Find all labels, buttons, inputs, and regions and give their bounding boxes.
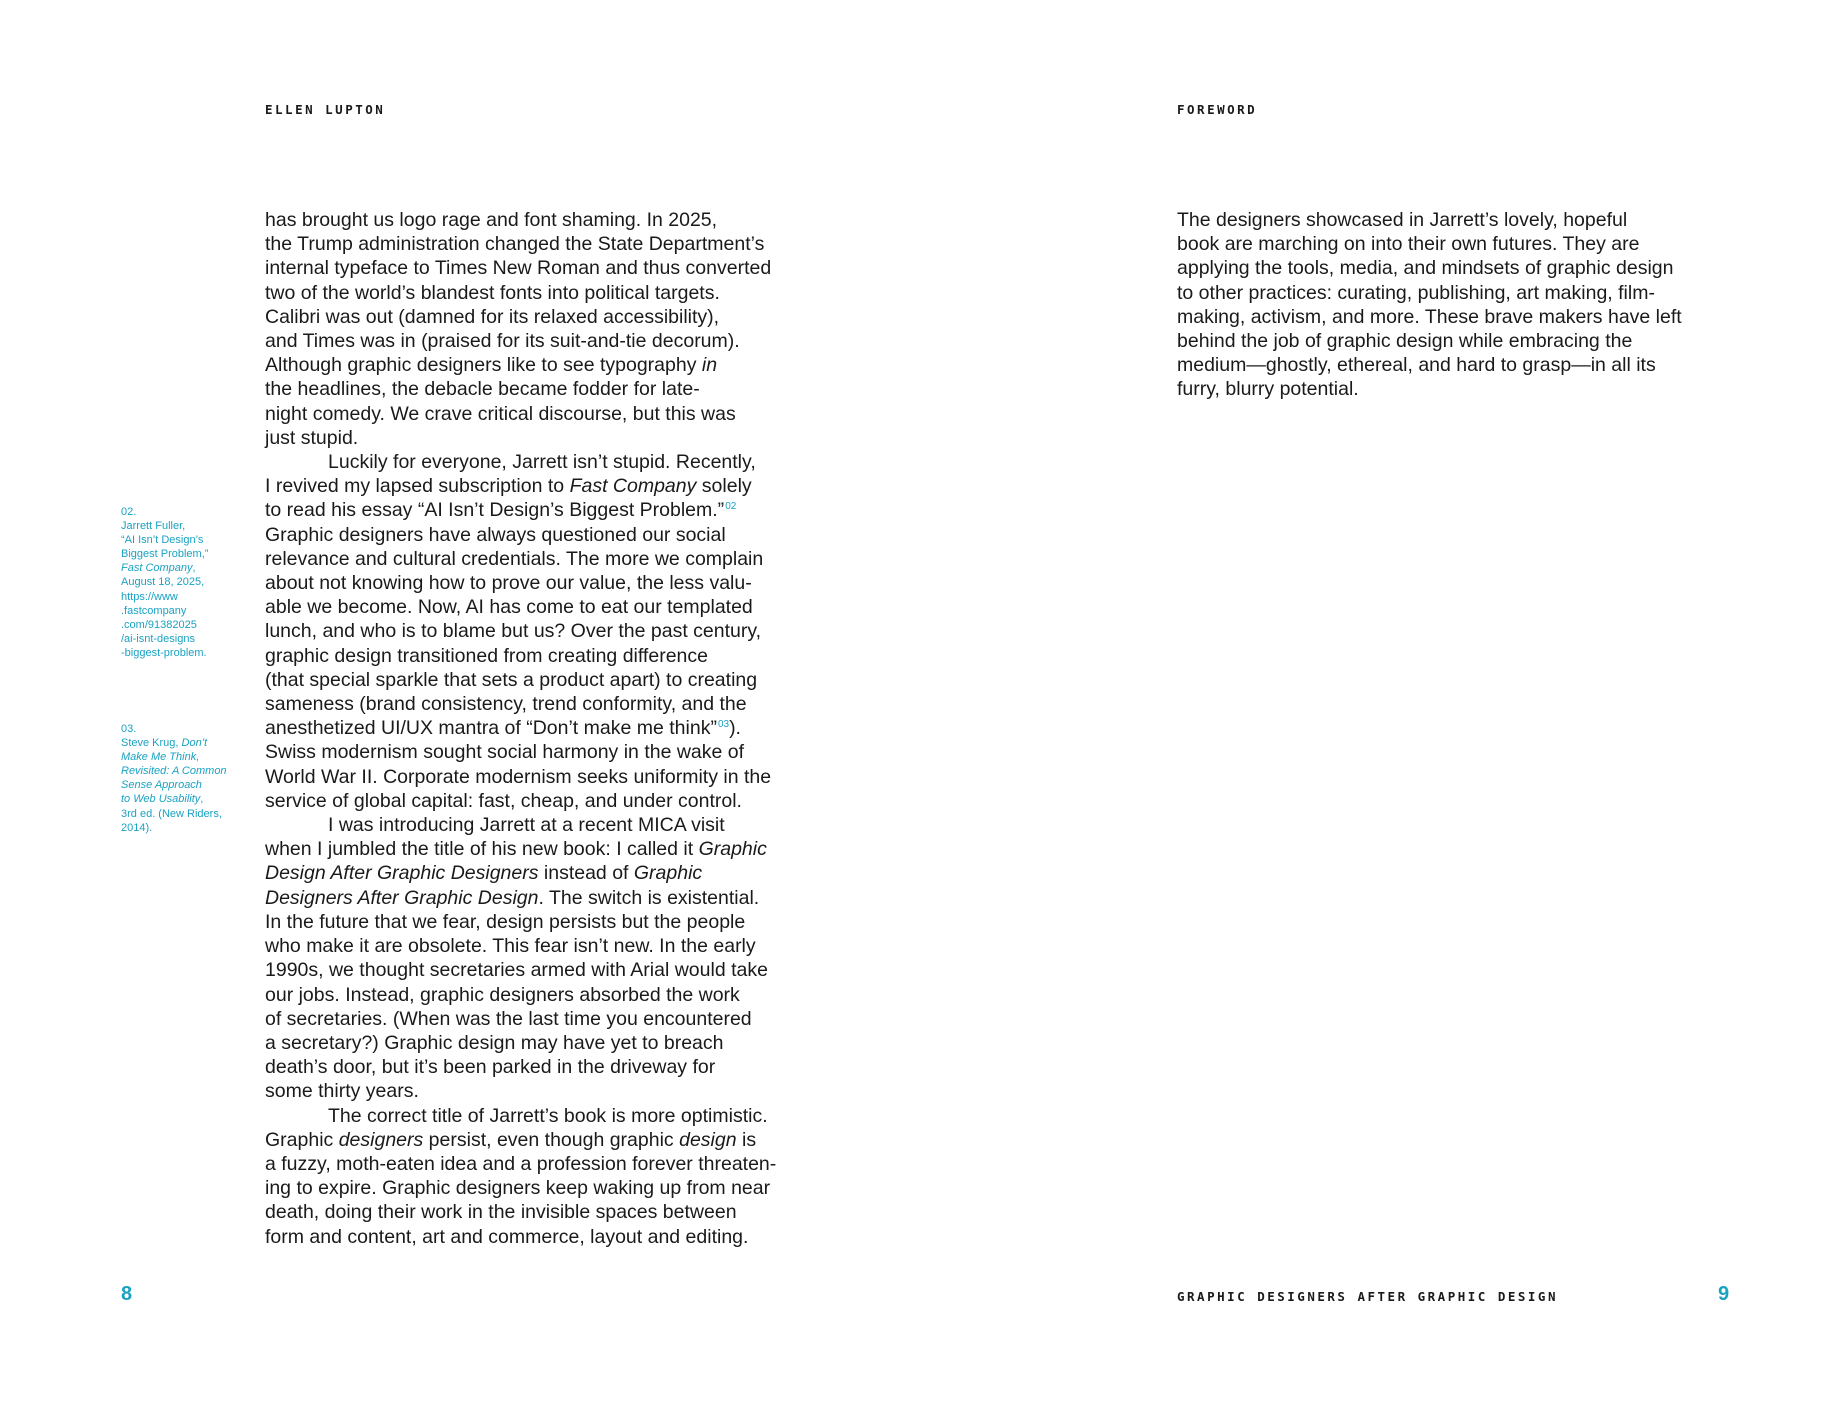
text-segment: graphic design transitioned from creating difference — [265, 644, 708, 667]
text-line — [1177, 377, 1717, 401]
text-segment: a secretary?) Graphic design may have yet to breach — [265, 1031, 724, 1054]
footnote-line — [121, 778, 243, 792]
text-segment: is — [736, 1128, 757, 1151]
text-segment: instead of — [538, 862, 634, 885]
text-line — [265, 1225, 805, 1249]
page-number-left: 8 — [121, 1283, 133, 1305]
text-segment: https://www — [121, 590, 178, 603]
text-segment: Biggest Problem,” — [121, 548, 209, 561]
text-line — [265, 305, 805, 329]
text-segment: when I jumbled the title of his new book: I called it — [265, 838, 699, 861]
text-segment: Although graphic designers like to see typography — [265, 354, 702, 377]
text-line — [265, 281, 805, 305]
text-line — [265, 1055, 805, 1079]
text-segment: form and content, art and commerce, layout and editing. — [265, 1225, 749, 1248]
text-segment: to other practices: curating, publishing, art making, film- — [1177, 281, 1655, 304]
italic-text: design — [679, 1128, 737, 1151]
text-segment: applying the tools, media, and mindsets of graphic design — [1177, 257, 1674, 280]
text-segment: to read his essay “AI Isn’t Design’s Biggest Problem.” — [265, 499, 725, 522]
footnote-line — [121, 533, 243, 547]
text-segment: about not knowing how to prove our value, the less valu- — [265, 572, 752, 595]
text-segment: and Times was in (praised for its suit-and-tie decorum). — [265, 330, 740, 353]
text-line — [265, 765, 805, 789]
italic-text: to Web Usability — [121, 793, 201, 806]
body-text-left — [265, 208, 805, 1249]
text-segment: death’s door, but it’s been parked in the driveway for — [265, 1056, 716, 1079]
italic-text: in — [701, 354, 718, 377]
text-segment: behind the job of graphic design while embracing the — [1177, 330, 1633, 353]
running-head-section: FOREWORD — [1177, 102, 1258, 117]
text-segment: , — [192, 562, 196, 575]
italic-text: Don’t — [181, 737, 208, 750]
text-segment: solely — [696, 475, 752, 498]
text-line — [265, 837, 805, 861]
text-line — [265, 1104, 805, 1128]
footnote-line — [121, 561, 243, 575]
text-line — [265, 571, 805, 595]
text-line — [265, 426, 805, 450]
text-segment: Swiss modernism sought social harmony in the wake of — [265, 741, 745, 764]
text-segment: medium—ghostly, ethereal, and hard to grasp—in all its — [1177, 354, 1656, 377]
text-line — [265, 1079, 805, 1103]
text-line — [265, 861, 805, 885]
text-segment: the headlines, the debacle became fodder for late- — [265, 378, 700, 401]
text-segment: a fuzzy, moth-eaten idea and a profession forever threaten- — [265, 1152, 777, 1175]
text-line — [265, 910, 805, 934]
text-line — [265, 886, 805, 910]
running-head-author: ELLEN LUPTON — [265, 102, 386, 117]
text-line — [1177, 256, 1717, 280]
text-line — [265, 789, 805, 813]
text-segment: ing to expire. Graphic designers keep waking up from near — [265, 1177, 771, 1200]
text-segment: who make it are obsolete. This fear isn’t new. In the early — [265, 935, 756, 958]
text-segment: anesthetized UI/UX mantra of “Don’t make me think” — [265, 717, 717, 740]
text-line — [265, 983, 805, 1007]
footnote-line — [121, 736, 243, 750]
text-segment: -biggest-problem. — [121, 646, 207, 659]
text-line — [265, 329, 805, 353]
footnote-reference: 03 — [717, 718, 730, 730]
text-line — [265, 498, 805, 522]
footnote-line — [121, 575, 243, 589]
text-line — [265, 1176, 805, 1200]
right-page — [921, 0, 1842, 1410]
text-line — [265, 402, 805, 426]
text-segment: sameness (brand consistency, trend conformity, and the — [265, 693, 747, 716]
text-line — [265, 208, 805, 232]
text-segment: relevance and cultural credentials. The more we complain — [265, 547, 764, 570]
text-segment: death, doing their work in the invisible spaces between — [265, 1201, 737, 1224]
italic-text: Design After Graphic Designers — [265, 862, 539, 885]
text-line — [265, 595, 805, 619]
text-segment: The correct title of Jarrett’s book is more optimistic. — [328, 1104, 768, 1127]
text-line — [265, 1128, 805, 1152]
text-line — [1177, 329, 1717, 353]
text-segment: 02. — [121, 506, 137, 518]
text-segment: August 18, 2025, — [121, 576, 205, 589]
text-segment: .fastcompany — [121, 604, 187, 617]
italic-text: Sense Approach — [121, 779, 202, 792]
text-segment: Steve Krug, — [121, 737, 182, 750]
text-segment: 03. — [121, 723, 137, 735]
text-line — [1177, 232, 1717, 256]
footnote-line — [121, 547, 243, 561]
footnote-03 — [121, 722, 243, 835]
text-line — [265, 547, 805, 571]
footnote-line — [121, 807, 243, 821]
text-line — [1177, 353, 1717, 377]
text-line — [265, 716, 805, 740]
text-segment: 2014). — [121, 821, 153, 834]
text-line — [265, 232, 805, 256]
italic-text: Fast Company — [121, 562, 193, 575]
text-segment: of secretaries. (When was the last time you encountered — [265, 1007, 752, 1030]
text-line — [265, 523, 805, 547]
text-line — [265, 1200, 805, 1224]
text-segment: some thirty years. — [265, 1080, 419, 1103]
footnote-line — [121, 590, 243, 604]
italic-text: Graphic — [633, 862, 703, 885]
text-line — [265, 619, 805, 643]
footnote-line — [121, 632, 243, 646]
text-line — [1177, 305, 1717, 329]
text-segment: two of the world’s blandest fonts into political targets. — [265, 281, 720, 304]
text-segment: In the future that we fear, design persists but the people — [265, 910, 746, 933]
footnote-reference: 02 — [725, 500, 737, 512]
italic-text: designers — [338, 1128, 424, 1151]
text-segment: has brought us logo rage and font shaming. In 2025, — [265, 209, 718, 231]
text-segment: , — [200, 793, 204, 806]
running-foot-book-title: GRAPHIC DESIGNERS AFTER GRAPHIC DESIGN — [1177, 1289, 1558, 1304]
text-line — [265, 934, 805, 958]
text-line — [265, 1152, 805, 1176]
text-segment: .com/91382025 — [121, 618, 197, 631]
text-segment: The designers showcased in Jarrett’s lovely, hopeful — [1177, 209, 1628, 231]
footnote-line — [121, 821, 243, 835]
footnote-line — [121, 604, 243, 618]
text-segment: Graphic designers have always questioned our social — [265, 523, 726, 546]
text-segment: . The switch is existential. — [538, 886, 760, 909]
text-segment: just stupid. — [265, 426, 359, 449]
text-segment: Calibri was out (damned for its relaxed accessibility), — [265, 305, 720, 328]
text-segment: I revived my lapsed subscription to — [265, 475, 570, 498]
italic-text: Make Me Think, — [121, 751, 200, 764]
footnote-line — [121, 618, 243, 632]
text-segment: lunch, and who is to blame but us? Over the past century, — [265, 620, 762, 643]
text-line — [265, 1007, 805, 1031]
text-line — [1177, 208, 1717, 232]
text-segment: service of global capital: fast, cheap, and under control. — [265, 789, 742, 812]
text-segment: night comedy. We crave critical discourse, but this was — [265, 402, 736, 425]
body-text-right — [1177, 208, 1717, 402]
text-segment: able we become. Now, AI has come to eat our templated — [265, 596, 753, 619]
text-segment: Luckily for everyone, Jarrett isn’t stupid. Recently, — [328, 451, 756, 474]
text-segment: internal typeface to Times New Roman and thus converted — [265, 257, 772, 280]
text-segment: 3rd ed. (New Riders, — [121, 807, 222, 820]
text-segment: the Trump administration changed the State Department’s — [265, 233, 765, 256]
text-segment: ). — [729, 717, 741, 740]
text-line — [265, 644, 805, 668]
italic-text: Revisited: A Common — [121, 765, 227, 778]
footnote-line — [121, 519, 243, 533]
text-line — [265, 474, 805, 498]
text-line — [265, 450, 805, 474]
text-line — [265, 1031, 805, 1055]
text-line — [265, 958, 805, 982]
text-segment: I was introducing Jarrett at a recent MICA visit — [328, 814, 725, 837]
text-line — [265, 668, 805, 692]
text-segment: making, activism, and more. These brave makers have left — [1177, 305, 1682, 328]
italic-text: Designers After Graphic Design — [265, 886, 539, 909]
text-line — [265, 256, 805, 280]
text-line — [265, 740, 805, 764]
footnote-line — [121, 764, 243, 778]
text-line — [265, 692, 805, 716]
page-number-right: 9 — [1718, 1283, 1730, 1305]
text-segment: furry, blurry potential. — [1177, 378, 1359, 401]
footnote-line — [121, 722, 243, 736]
text-segment: (that special sparkle that sets a product apart) to creating — [265, 668, 758, 691]
text-segment: Jarrett Fuller, — [121, 520, 186, 533]
text-segment: World War II. Corporate modernism seeks uniformity in the — [265, 765, 772, 788]
text-line — [1177, 281, 1717, 305]
footnote-02 — [121, 505, 243, 660]
italic-text: Graphic — [698, 838, 767, 861]
text-line — [265, 813, 805, 837]
footnote-line — [121, 646, 243, 660]
text-line — [265, 377, 805, 401]
footnote-line — [121, 750, 243, 764]
text-segment: /ai-isnt-designs — [121, 632, 195, 645]
text-segment: book are marching on into their own futures. They are — [1177, 233, 1640, 256]
text-segment: “AI Isn’t Design’s — [121, 534, 204, 547]
footnote-line — [121, 792, 243, 806]
text-segment: Graphic — [265, 1128, 339, 1151]
footnote-line — [121, 505, 243, 519]
italic-text: Fast Company — [569, 475, 697, 498]
text-segment: our jobs. Instead, graphic designers absorbed the work — [265, 983, 740, 1006]
text-segment: 1990s, we thought secretaries armed with Arial would take — [265, 959, 768, 982]
text-line — [265, 353, 805, 377]
text-segment: persist, even though graphic — [423, 1128, 680, 1151]
